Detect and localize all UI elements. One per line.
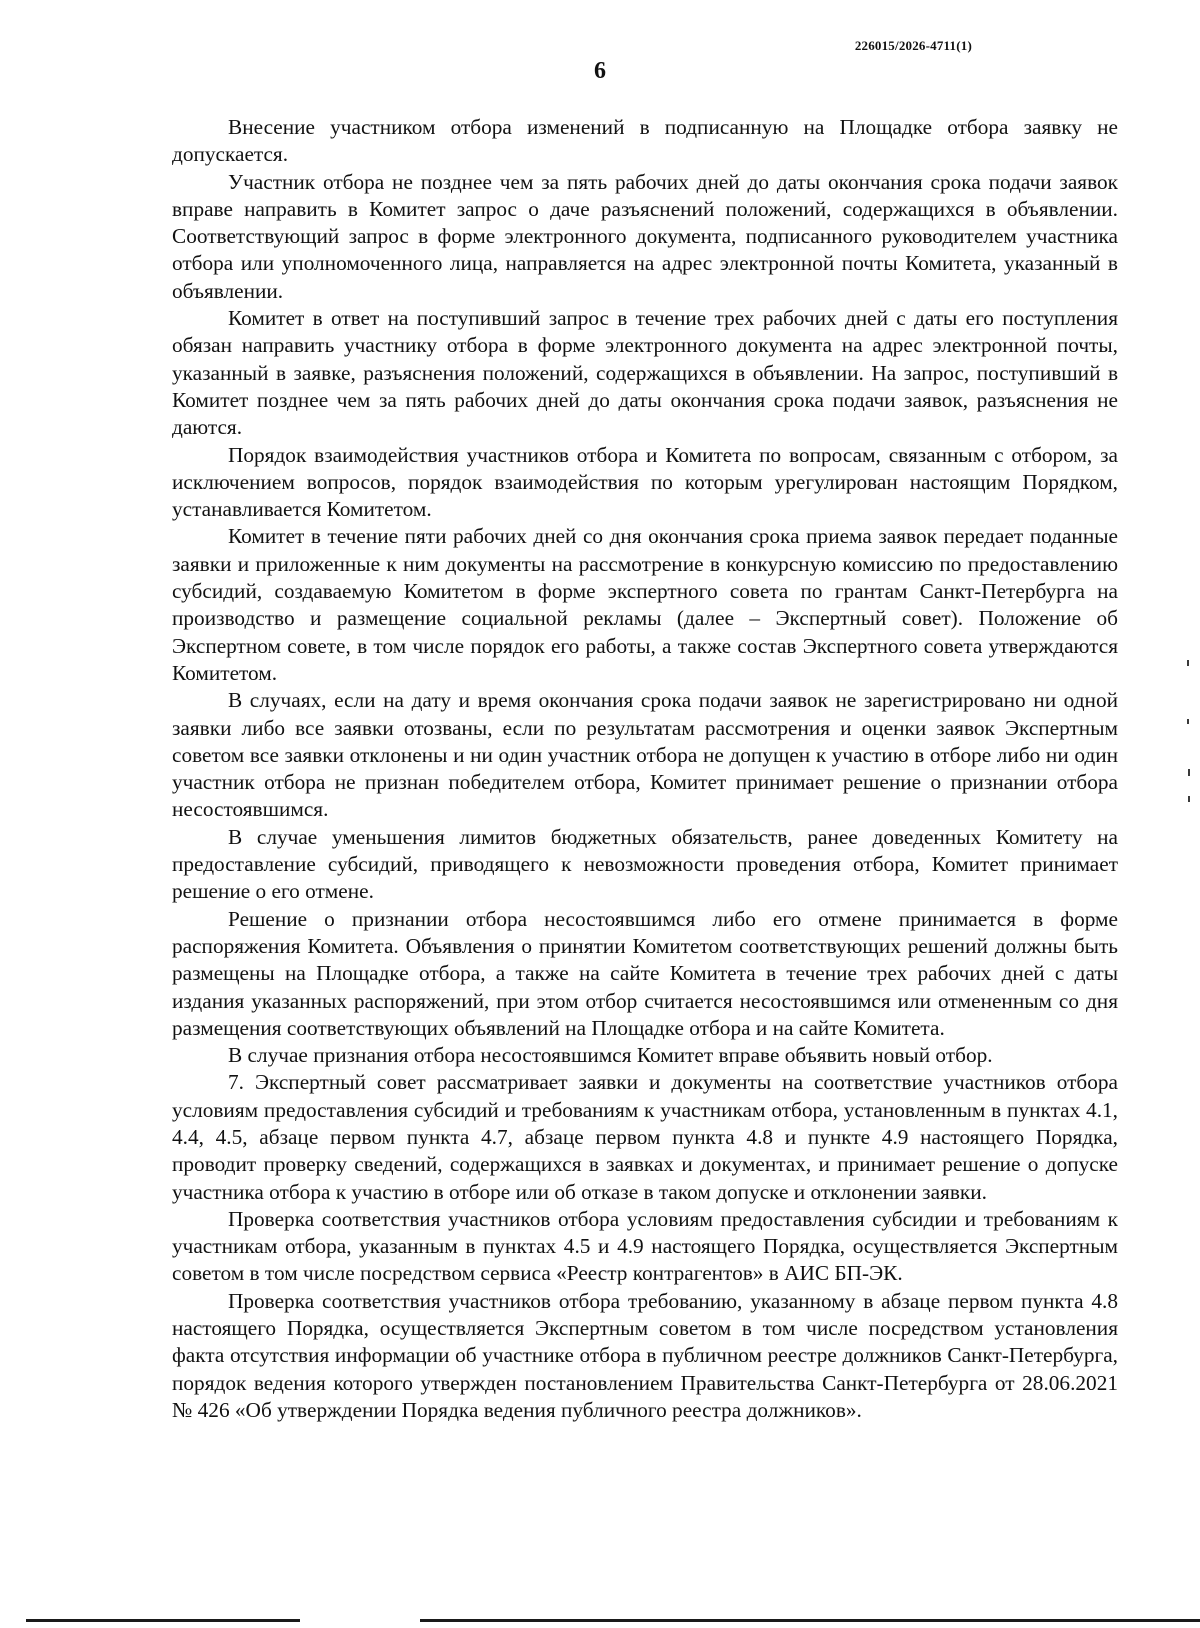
scan-mark <box>1188 769 1190 776</box>
document-registration-number: 226015/2026-4711(1) <box>854 38 972 53</box>
paragraph-clarification-request: Участник отбора не позднее чем за пять рабочих дней до даты окончания срока подачи заявок вправе направить в Комитет запрос о даче разъяснений положений, содержащихся в объявлении. Соответствующий запрос в форме электронного документа, подписанного руководителем участника отбора или уполномоченного лица, направляется на адрес электронной почты Комитета, указанный в объявлении. <box>172 169 1118 303</box>
paragraph-new-selection: В случае признания отбора несостоявшимся Комитет вправе объявить новый отбор. <box>228 1043 993 1068</box>
page-number: 6 <box>594 58 606 84</box>
paragraph-clarification-response: Комитет в ответ на поступивший запрос в течение трех рабочих дней с даты его поступления обязан направить участнику отбора в форме электронного документа на адрес электронной почты, указанный в заявке, разъяснения положений, содержащихся в объявлении. На запрос, поступивший в Комитет позднее чем за пять рабочих дней до даты окончания срока подачи заявок, разъяснения не даются. <box>172 306 1118 440</box>
paragraph-decision-form: Решение о признании отбора несостоявшимся либо его отмене принимается в форме распоряжения Комитета. Объявления о принятии Комитетом соответствующих решений должны быть размещены на Площадке отбора, а также на сайте Комитета в течение трех рабочих дней с даты издания указанных распоряжений, при этом отбор считается несостоявшимся или отмененным со дня размещения соответствующих объявлений на Площадке отбора и на сайте Комитета. <box>172 906 1118 1040</box>
scan-bottom-edge <box>0 1613 1200 1628</box>
paragraph-interaction-procedure: Порядок взаимодействия участников отбора и Комитета по вопросам, связанным с отбором, за исключением вопросов, порядок взаимодействия по которым урегулирован настоящим Порядком, устанавливается Комитетом. <box>172 442 1118 522</box>
document-body <box>172 114 1118 1424</box>
paragraph-section-7-review: 7. Экспертный совет рассматривает заявки и документы на соответствие участников отбора условиям предоставления субсидий и требованиям к участникам отбора, установленным в пунктах 4.1, 4.4, 4.5, абзаце первом пункта 4.7, абзаце первом пункта 4.8 и пункте 4.9 настоящего Порядка, проводит проверку сведений, содержащихся в заявках и документах, и принимает решение о допуске участника отбора к участию в отборе или об отказе в таком допуске и отклонении заявки. <box>172 1070 1118 1204</box>
paragraph-expert-council-transfer: Комитет в течение пяти рабочих дней со дня окончания срока приема заявок передает поданные заявки и приложенные к ним документы на рассмотрение в конкурсную комиссию по предоставлению субсидий, создаваемую Комитетом в форме экспертного совета по грантам Санкт-Петербурга на производство и размещение социальной рекламы (далее – Экспертный совет). Положение об Экспертном совете, в том числе порядок его работы, а также состав Экспертного совета утверждаются Комитетом. <box>172 524 1118 685</box>
paragraph-debtor-registry-check: Проверка соответствия участников отбора требованию, указанному в абзаце первом пункта 4.8 настоящего Порядка, осуществляется Экспертным советом в том числе посредством установления факта отсутствия информации об участнике отбора в публичном реестре должников Санкт-Петербурга, порядок ведения которого утвержден постановлением Правительства Санкт-Петербурга от 28.06.2021 № 426 «Об утверждении Порядка ведения публичного реестра должников». <box>172 1288 1118 1422</box>
paragraph-amendment-prohibition: Внесение участником отбора изменений в подписанную на Площадке отбора заявку не допускается. <box>172 115 1118 167</box>
scan-mark <box>1187 719 1189 724</box>
scan-edge-gap <box>300 1618 420 1623</box>
scan-mark <box>1187 660 1189 666</box>
paragraph-contractor-registry-check: Проверка соответствия участников отбора условиям предоставления субсидии и требованиям к участникам отбора, указанным в пунктах 4.5 и 4.9 настоящего Порядка, осуществляется Экспертным советом в том числе посредством сервиса «Реестр контрагентов» в АИС БП-ЭК. <box>172 1206 1118 1286</box>
scan-edge-line <box>26 1619 1200 1622</box>
scan-mark <box>1188 796 1190 802</box>
paragraph-selection-cancel: В случае уменьшения лимитов бюджетных обязательств, ранее доведенных Комитету на предоставление субсидий, приводящего к невозможности проведения отбора, Комитет принимает решение о его отмене. <box>172 824 1118 904</box>
paragraph-selection-failed: В случаях, если на дату и время окончания срока подачи заявок не зарегистрировано ни одной заявки либо все заявки отозваны, если по результатам рассмотрения и оценки заявок Экспертным советом все заявки отклонены и ни один участник отбора не допущен к участию в отборе либо ни один участник отбора не признан победителем отбора, Комитет принимает решение о признании отбора несостоявшимся. <box>172 688 1118 822</box>
